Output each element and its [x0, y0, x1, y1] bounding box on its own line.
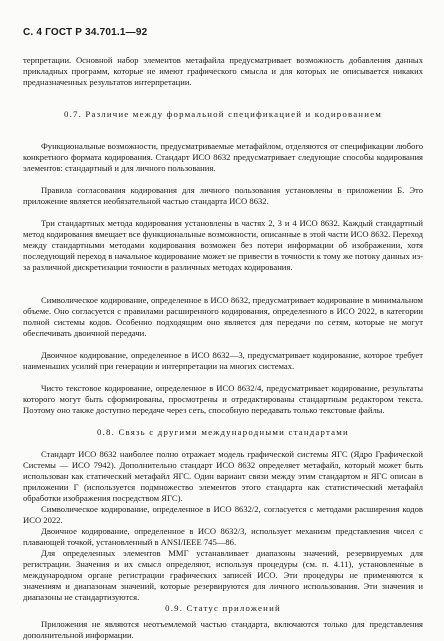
paragraph-binary-encoding: Двоичное кодирование, определенное в ИСО 8632—3, предусматривает кодирование, которое требует наименьших усилий при генерации и интерпретации на многих системах. — [23, 350, 423, 371]
section-heading-0-8: 0.8. Связь с другими международными стандартами — [97, 427, 349, 437]
paragraph-iso-2022-relation: Символическое кодирование, определенное в ИСО 8632/2, согласуется с методами расширения кодов ИСО 2022. — [23, 504, 423, 525]
paragraph-functional-capabilities: Функциональные возможности, предусматриваемые метафайлом, отделяются от спецификации любого конкретного формата кодирования. Стандарт ИСО 8632 предусматривает следующие способы кодирования элементов: стандартный и для личного пользования. — [23, 141, 423, 173]
paragraph-private-encoding-rules: Правила согласования кодирования для личного пользования установлены в приложении Б. Это приложение является необязательной частью стандарта ИСО 8632. — [23, 185, 423, 206]
section-heading-0-9: 0.9. Статус приложений — [165, 603, 281, 613]
page-header: С. 4 ГОСТ Р 34.701.1—92 — [23, 27, 148, 38]
paragraph-character-encoding: Символическое кодирование, определенное в ИСО 8632, предусматривает кодирование в минимальном объеме. Оно согласуется с правилами расширенного кодирования, определенного в ИСО 2022, в категории полной системы кодов. Особенно подходящим оно является для передачи по сетям, которые не могут обеспечивать двоичной передачи. — [23, 295, 423, 338]
paragraph-ieee-relation: Двоичное кодирование, определенное в ИСО 8632/3, использует механизм представления чисел с плавающей точкой, установленный в ANSI/IEEE 745—86. — [23, 526, 423, 547]
paragraph-standard-methods: Три стандартных метода кодирования установлены в частях 2, 3 и 4 ИСО 8632. Каждый стандартный метод кодирования вмещает все функциональные возможности, описанные в этой части ИСО 8632. Переход между стандартными методами кодирования возможен без потери информации об изображении, хотя последующий переход в начальное кодирование может не привести в точности к тому же потоку данных из-за различной дискретизации точности в различных методах кодирования. — [23, 218, 423, 272]
paragraph-gks-relation: Стандарт ИСО 8632 наиболее полно отражает модель графической системы ЯГС (Ядро Графической Системы — ИСО 7942). Дополнительно стандарт ИСО 8632 определяет метафайл, который может быть использован как статический метафайл ЯГС. Один вариант связи между этим стандартом и ЯГС описан в приложении Г (используется подмножество элементов этого стандарта как статистический метафайл обработки изображения посредством ЯГС). — [23, 449, 423, 503]
section-heading-0-7: 0.7. Различие между формальной спецификацией и кодированием — [64, 109, 382, 119]
paragraph-registration: Для определенных элементов ММГ устанавливает диапазоны значений, резервируемых для регистрации. Значения и их смысл определяют, используя процедуры (см. п. 4.11), установленные в международном органе регистрации графических записей ИСО. Эти процедуры не применяются к значениям и диапазонам значений, которые резервируются для личного использования. Эти значения и диапазоны не стандартизуются. — [23, 548, 423, 602]
paragraph-annex-status: Приложения не являются неотъемлемой частью стандарта, включаются только для представления дополнительной информации. — [23, 619, 423, 640]
paragraph-interpretation: терпретации. Основной набор элементов метафайла предусматривает возможность добавления данных прикладных программ, которые не имеют графического смысла и для которых не описывается никаких предназначенных результатов интерпретации. — [23, 55, 423, 87]
paragraph-clear-text-encoding: Чисто текстовое кодирование, определенное в ИСО 8632/4, предусматривает кодирование, результаты которого могут быть сформированы, просмотрены и отредактированы стандартным редактором текста. Поэтому оно также доступно передаче через сеть, способную передавать только текстовые файлы. — [23, 383, 423, 415]
